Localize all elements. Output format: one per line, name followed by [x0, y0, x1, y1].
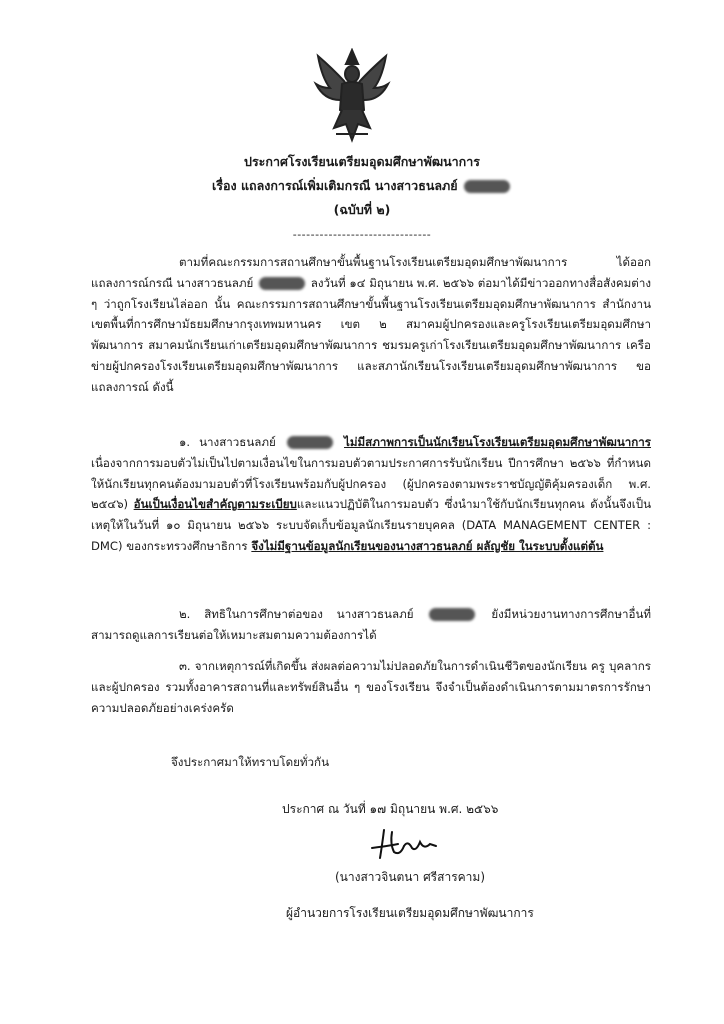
edition-number: (ฉบับที่ ๒) — [333, 202, 391, 217]
paragraph-intro — [91, 252, 651, 398]
p3-text-b: ยังมีหน่วยงานทางการศึกษาอื่นที่สามารถดูแลการเรียนต่อให้เหมาะสมตามความต้องการได้ — [91, 607, 652, 642]
signatory-name: (นางสาวจินตนา ศรีสารคาม) — [335, 870, 485, 884]
redacted-surname — [429, 608, 475, 621]
announcement-date: ประกาศ ณ วันที่ ๑๗ มิถุนายน พ.ศ. ๒๕๖๖ — [282, 802, 499, 816]
paragraph-point-3: ๓. จากเหตุการณ์ที่เกิดขึ้น ส่งผลต่อความไม่ปลอดภัยในการดำเนินชีวิตของนักเรียน ครู บุคลากร และผู้ปกครอง รวมทั้งอาคารสถานที่และทรัพย์สินอื่น ๆ ของโรงเรียน จึงจำเป็นต้องดำเนินการตามมาตรการรักษาความปลอดภัยอย่างเคร่งครัด — [91, 659, 651, 715]
subject-text: เรื่อง แถลงการณ์เพิ่มเติมกรณี นางสาวธนลภย์ — [212, 178, 458, 193]
p2-text-a: ๑. นางสาวธนลภย์ — [179, 435, 276, 449]
paragraph-closing: จึงประกาศมาให้ทราบโดยทั่วกัน — [171, 755, 329, 769]
announcement-subject — [0, 176, 724, 196]
separator-line: ------------------------------- — [292, 228, 432, 241]
redacted-surname — [464, 180, 510, 193]
announcement-title: ประกาศโรงเรียนเตรียมอุดมศึกษาพัฒนาการ — [244, 154, 480, 169]
p1-text-b: ลงวันที่ ๑๔ มิถุนายน พ.ศ. ๒๕๖๖ ต่อมาได้มีข่าวออกทางสื่อสังคมต่าง ๆ ว่าถูกโรงเรียนไล่ออก นั้น คณะกรรมการสถานศึกษาขั้นพื้นฐานโรงเรียนเตรียมอุดมศึกษาพัฒนาการ สำนักงานเขตพื้นที่การศึกษามัธยมศึกษากรุงเทพมหานคร เขต ๒ สมาคมผู้ปกครองและครูโรงเรียนเตรียมอุดมศึกษาพัฒนาการ สมาคมนักเรียนเก่าเตรียมอุดมศึกษาพัฒนาการ ชมรมครูเก่าโรงเรียนเตรียมอุดมศึกษาพัฒนาการ เครือข่ายผู้ปกครองโรงเรียนเตรียมอุดมศึกษาพัฒนาการ และสภานักเรียนโรงเรียนเตรียมอุดมศึกษาพัฒนาการ ขอแถลงการณ์ ดังนี้ — [91, 275, 652, 394]
p2-emphasis-status: ไม่มีสภาพการเป็นนักเรียนโรงเรียนเตรียมอุดมศึกษาพัฒนาการ — [344, 435, 652, 449]
p2-emphasis-condition: อันเป็นเงื่อนไขสำคัญตามระเบียบ — [133, 497, 297, 512]
garuda-emblem-icon — [312, 48, 392, 144]
p2-text-e: และแนวปฏิบัติในการมอบตัว ซึ่งนำมาใช้กับนักเรียนทุกคน ดังนั้นจึงเป็นเหตุให้ในวันที่ ๑๐ มิถุนายน ๒๕๖๖ ระบบจัดเก็บข้อมูลนักเรียนรายบุคคล (DATA MANAGEMENT CENTER : DMC) ของกระทรวงศึกษาธิการ — [91, 497, 652, 553]
paragraph-point-2 — [91, 604, 651, 646]
p2-text-c: เนื่องจากการมอบตัวไม่เป็นไปตามเงื่อนไขในการมอบตัวตามประกาศการรับนักเรียน ปีการศึกษา ๒๕๖๖ ที่กำหนดให้นักเรียนทุกคนต้องมามอบตัวที่โรงเรียนพร้อมกับผู้ปกครอง (ผู้ปกครองตามพระราชบัญญัติคุ้มครองเด็ก พ.ศ. ๒๕๔๖) — [91, 455, 651, 512]
handwritten-signature — [368, 822, 440, 862]
p3-text-a: ๒. สิทธิในการศึกษาต่อของ นางสาวธนลภย์ — [179, 607, 414, 621]
redacted-surname — [259, 277, 305, 290]
p2-emphasis-dmc: จึงไม่มีฐานข้อมูลนักเรียนของนางสาวธนลภย์ ผลัญชัย ในระบบตั้งแต่ต้น — [251, 538, 604, 553]
paragraph-point-1 — [91, 432, 651, 557]
signatory-position: ผู้อำนวยการโรงเรียนเตรียมอุดมศึกษาพัฒนาการ — [286, 906, 534, 920]
p1-text-a: ตามที่คณะกรรมการสถานศึกษาขั้นพื้นฐานโรงเรียนเตรียมอุดมศึกษาพัฒนาการ ได้ออกแถลงการณ์กรณี นางสาวธนลภย์ — [91, 255, 651, 290]
redacted-surname — [287, 436, 333, 449]
